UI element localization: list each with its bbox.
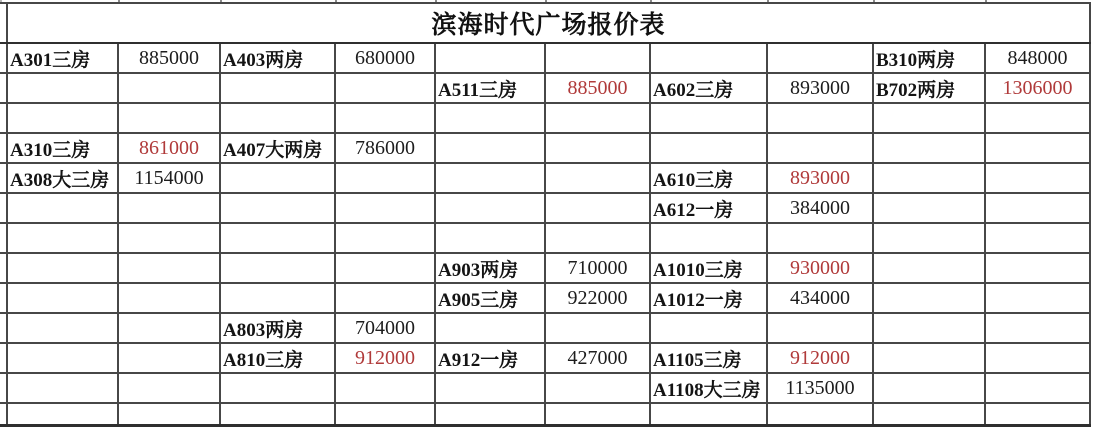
unit-cell-r3-p4	[650, 103, 767, 133]
unit-cell-r13-p4	[650, 403, 767, 426]
unit-cell-r6-p2	[220, 193, 335, 223]
unit-cell-r4-p1: A310三房	[7, 133, 118, 163]
left-edge-gutter	[0, 373, 7, 403]
table-row-4	[0, 133, 1090, 163]
left-edge-gutter	[0, 163, 7, 193]
left-edge-gutter	[0, 313, 7, 343]
unit-cell-r1-p1: A301三房	[7, 43, 118, 73]
price-cell-r1-p2: 680000	[335, 43, 435, 73]
price-cell-r9-p3: 922000	[545, 283, 650, 313]
unit-cell-r12-p5	[873, 373, 985, 403]
unit-cell-r1-p3	[435, 43, 545, 73]
price-cell-r4-p3	[545, 133, 650, 163]
unit-cell-r8-p4: A1010三房	[650, 253, 767, 283]
price-cell-r7-p5	[985, 223, 1090, 253]
unit-cell-r9-p4: A1012一房	[650, 283, 767, 313]
unit-cell-r8-p3: A903两房	[435, 253, 545, 283]
price-cell-r10-p3	[545, 313, 650, 343]
price-cell-r13-p4	[767, 403, 873, 426]
unit-cell-r11-p4: A1105三房	[650, 343, 767, 373]
table-row-8	[0, 253, 1090, 283]
unit-cell-r8-p5	[873, 253, 985, 283]
price-cell-r9-p4: 434000	[767, 283, 873, 313]
price-cell-r7-p4	[767, 223, 873, 253]
unit-cell-r9-p2	[220, 283, 335, 313]
unit-cell-r12-p1	[7, 373, 118, 403]
unit-cell-r1-p2: A403两房	[220, 43, 335, 73]
price-cell-r5-p1: 1154000	[118, 163, 220, 193]
unit-cell-r13-p5	[873, 403, 985, 426]
title-row	[0, 3, 1090, 43]
unit-cell-r2-p4: A602三房	[650, 73, 767, 103]
table-row-10	[0, 313, 1090, 343]
unit-cell-r2-p1	[7, 73, 118, 103]
unit-cell-r6-p3	[435, 193, 545, 223]
price-cell-r11-p2: 912000	[335, 343, 435, 373]
left-edge-gutter	[0, 253, 7, 283]
left-edge-gutter	[0, 43, 7, 73]
unit-cell-r5-p3	[435, 163, 545, 193]
price-cell-r3-p2	[335, 103, 435, 133]
table-row-12	[0, 373, 1090, 403]
price-cell-r2-p1	[118, 73, 220, 103]
price-cell-r12-p5	[985, 373, 1090, 403]
price-cell-r1-p3	[545, 43, 650, 73]
unit-cell-r10-p4	[650, 313, 767, 343]
unit-cell-r5-p5	[873, 163, 985, 193]
unit-cell-r7-p3	[435, 223, 545, 253]
unit-cell-r4-p3	[435, 133, 545, 163]
price-cell-r13-p2	[335, 403, 435, 426]
price-cell-r6-p2	[335, 193, 435, 223]
table-row-6	[0, 193, 1090, 223]
price-cell-r8-p2	[335, 253, 435, 283]
price-cell-r6-p4: 384000	[767, 193, 873, 223]
unit-cell-r8-p1	[7, 253, 118, 283]
price-cell-r1-p5: 848000	[985, 43, 1090, 73]
unit-cell-r1-p5: B310两房	[873, 43, 985, 73]
price-cell-r2-p5: 1306000	[985, 73, 1090, 103]
unit-cell-r4-p2: A407大两房	[220, 133, 335, 163]
price-cell-r10-p5	[985, 313, 1090, 343]
unit-cell-r3-p1	[7, 103, 118, 133]
unit-cell-r4-p4	[650, 133, 767, 163]
price-cell-r6-p1	[118, 193, 220, 223]
unit-cell-r3-p5	[873, 103, 985, 133]
price-cell-r2-p3: 885000	[545, 73, 650, 103]
price-cell-r7-p3	[545, 223, 650, 253]
quotation-sheet	[0, 2, 1091, 427]
unit-cell-r1-p4	[650, 43, 767, 73]
unit-cell-r6-p5	[873, 193, 985, 223]
unit-cell-r13-p1	[7, 403, 118, 426]
unit-cell-r12-p3	[435, 373, 545, 403]
price-cell-r8-p5	[985, 253, 1090, 283]
price-cell-r9-p1	[118, 283, 220, 313]
unit-cell-r10-p1	[7, 313, 118, 343]
table-row-2	[0, 73, 1090, 103]
unit-cell-r5-p1: A308大三房	[7, 163, 118, 193]
price-cell-r9-p2	[335, 283, 435, 313]
unit-cell-r11-p3: A912一房	[435, 343, 545, 373]
price-cell-r12-p1	[118, 373, 220, 403]
price-cell-r10-p2: 704000	[335, 313, 435, 343]
table-row-1	[0, 43, 1090, 73]
unit-cell-r2-p3: A511三房	[435, 73, 545, 103]
price-cell-r5-p5	[985, 163, 1090, 193]
unit-cell-r2-p5: B702两房	[873, 73, 985, 103]
price-cell-r9-p5	[985, 283, 1090, 313]
price-cell-r10-p1	[118, 313, 220, 343]
price-cell-r13-p3	[545, 403, 650, 426]
unit-cell-r8-p2	[220, 253, 335, 283]
price-cell-r12-p4: 1135000	[767, 373, 873, 403]
unit-cell-r12-p2	[220, 373, 335, 403]
unit-cell-r2-p2	[220, 73, 335, 103]
price-cell-r4-p4	[767, 133, 873, 163]
quotation-table	[0, 2, 1091, 427]
unit-cell-r10-p5	[873, 313, 985, 343]
price-cell-r5-p3	[545, 163, 650, 193]
price-cell-r12-p2	[335, 373, 435, 403]
price-cell-r8-p1	[118, 253, 220, 283]
unit-cell-r6-p1	[7, 193, 118, 223]
left-edge-gutter	[0, 223, 7, 253]
unit-cell-r9-p3: A905三房	[435, 283, 545, 313]
unit-cell-r9-p5	[873, 283, 985, 313]
unit-cell-r9-p1	[7, 283, 118, 313]
price-cell-r2-p2	[335, 73, 435, 103]
price-cell-r4-p1: 861000	[118, 133, 220, 163]
price-cell-r8-p4: 930000	[767, 253, 873, 283]
price-cell-r13-p5	[985, 403, 1090, 426]
table-row-9	[0, 283, 1090, 313]
table-row-11	[0, 343, 1090, 373]
unit-cell-r7-p1	[7, 223, 118, 253]
table-row-5	[0, 163, 1090, 193]
price-cell-r13-p1	[118, 403, 220, 426]
unit-cell-r6-p4: A612一房	[650, 193, 767, 223]
price-cell-r4-p2: 786000	[335, 133, 435, 163]
price-cell-r3-p1	[118, 103, 220, 133]
table-row-7	[0, 223, 1090, 253]
price-cell-r1-p4	[767, 43, 873, 73]
price-cell-r1-p1: 885000	[118, 43, 220, 73]
price-cell-r7-p1	[118, 223, 220, 253]
price-cell-r5-p2	[335, 163, 435, 193]
price-cell-r3-p3	[545, 103, 650, 133]
unit-cell-r5-p2	[220, 163, 335, 193]
price-cell-r11-p4: 912000	[767, 343, 873, 373]
unit-cell-r3-p2	[220, 103, 335, 133]
price-cell-r2-p4: 893000	[767, 73, 873, 103]
unit-cell-r11-p1	[7, 343, 118, 373]
price-cell-r11-p1	[118, 343, 220, 373]
unit-cell-r12-p4: A1108大三房	[650, 373, 767, 403]
left-edge-gutter	[0, 73, 7, 103]
left-edge-gutter	[0, 103, 7, 133]
price-cell-r12-p3	[545, 373, 650, 403]
table-row-3	[0, 103, 1090, 133]
left-edge-gutter	[0, 133, 7, 163]
price-cell-r6-p5	[985, 193, 1090, 223]
table-row-13	[0, 403, 1090, 426]
unit-cell-r7-p2	[220, 223, 335, 253]
price-cell-r6-p3	[545, 193, 650, 223]
left-edge-gutter	[0, 403, 7, 426]
left-edge-gutter	[0, 283, 7, 313]
unit-cell-r11-p2: A810三房	[220, 343, 335, 373]
page-title: 滨海时代广场报价表	[7, 3, 1090, 43]
quotation-table-body	[0, 3, 1090, 426]
unit-cell-r13-p2	[220, 403, 335, 426]
price-cell-r11-p5	[985, 343, 1090, 373]
unit-cell-r5-p4: A610三房	[650, 163, 767, 193]
unit-cell-r13-p3	[435, 403, 545, 426]
price-cell-r11-p3: 427000	[545, 343, 650, 373]
price-cell-r4-p5	[985, 133, 1090, 163]
unit-cell-r3-p3	[435, 103, 545, 133]
unit-cell-r10-p3	[435, 313, 545, 343]
price-cell-r3-p5	[985, 103, 1090, 133]
price-cell-r5-p4: 893000	[767, 163, 873, 193]
left-edge-gutter	[0, 343, 7, 373]
unit-cell-r11-p5	[873, 343, 985, 373]
price-cell-r3-p4	[767, 103, 873, 133]
price-cell-r10-p4	[767, 313, 873, 343]
unit-cell-r4-p5	[873, 133, 985, 163]
left-edge-gutter	[0, 193, 7, 223]
price-cell-r8-p3: 710000	[545, 253, 650, 283]
left-edge-gutter	[0, 3, 7, 43]
unit-cell-r7-p5	[873, 223, 985, 253]
unit-cell-r10-p2: A803两房	[220, 313, 335, 343]
unit-cell-r7-p4	[650, 223, 767, 253]
price-cell-r7-p2	[335, 223, 435, 253]
